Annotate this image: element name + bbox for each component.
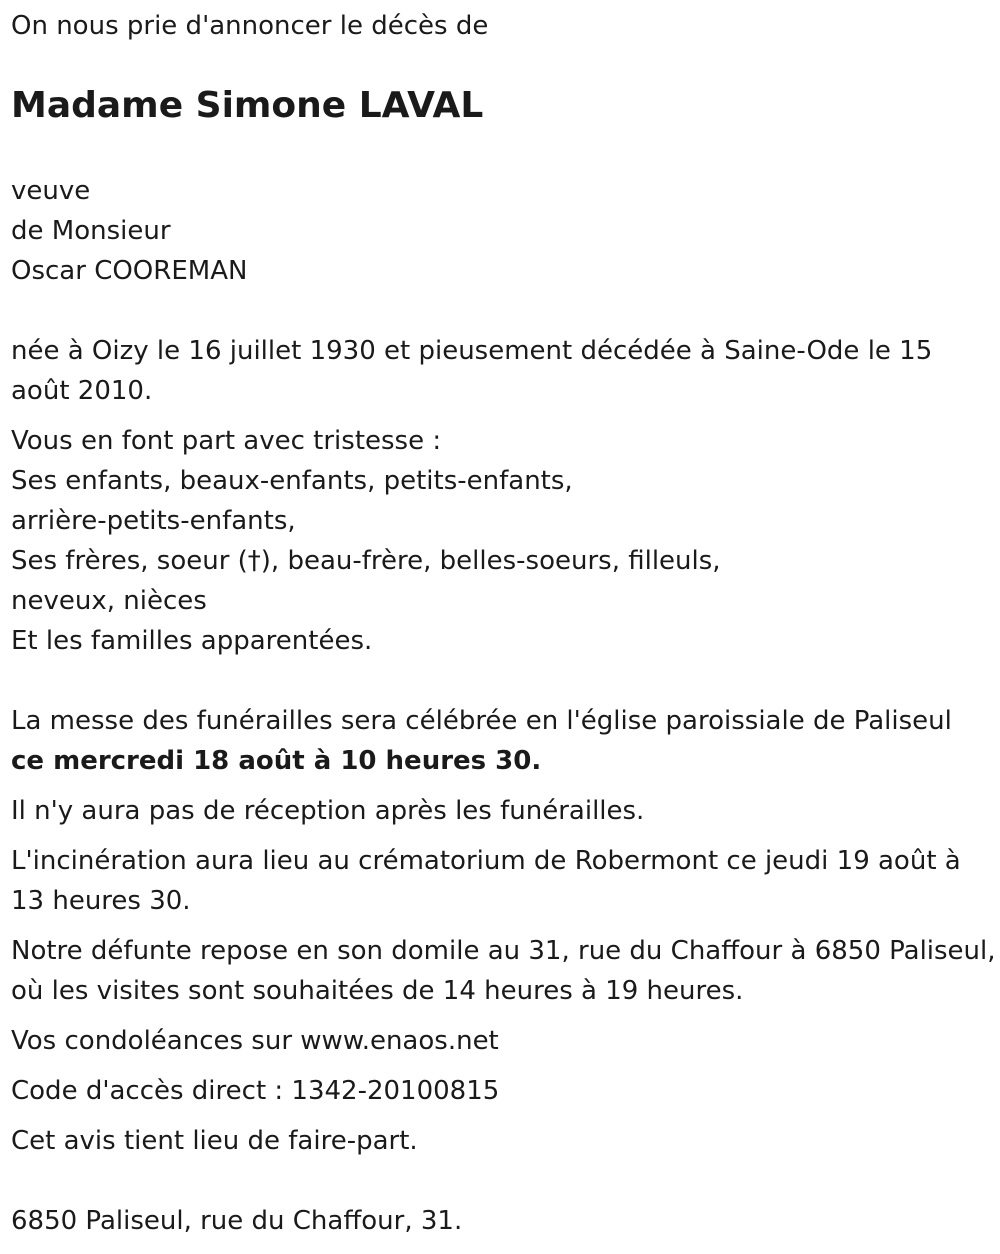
mass-text: La messe des funérailles sera célébrée en l'église paroissiale de Paliseul: [11, 706, 952, 736]
family-line: arrière-petits-enfants,: [11, 506, 296, 536]
intro-text: On nous prie d'annoncer le décès de: [11, 11, 489, 41]
family-line: Ses enfants, beaux-enfants, petits-enfants,: [11, 466, 573, 496]
spouse-line: veuve: [11, 176, 91, 206]
family-line: neveux, nièces: [11, 586, 207, 616]
spouse-line: de Monsieur: [11, 216, 171, 246]
repose-text: Notre défunte repose en son domile au 31, rue du Chaffour à 6850 Paliseul, où les visites sont souhaitées de 14 heures à 19 heures.: [11, 936, 996, 1006]
reception-text: Il n'y aura pas de réception après les funérailles.: [11, 796, 645, 826]
access-code-text: Code d'accès direct : 1342-20100815: [11, 1076, 500, 1106]
address-footer: 6850 Paliseul, rue du Chaffour, 31.: [11, 1206, 463, 1236]
spouse-block: [11, 171, 996, 291]
mass-datetime: ce mercredi 18 août à 10 heures 30.: [11, 746, 542, 776]
family-intro: Vous en font part avec tristesse :: [11, 426, 442, 456]
notice-text: Cet avis tient lieu de faire-part.: [11, 1126, 418, 1156]
condolences-text: Vos condoléances sur www.enaos.net: [11, 1026, 499, 1056]
deceased-name: Madame Simone LAVAL: [11, 85, 484, 126]
funeral-block: [11, 701, 996, 1161]
obituary-notice: [11, 6, 996, 1161]
birth-death-text: née à Oizy le 16 juillet 1930 et pieusement décédée à Saine-Ode le 15 août 2010.: [11, 336, 933, 406]
family-line: Et les familles apparentées.: [11, 626, 373, 656]
family-line: Ses frères, soeur (†), beau-frère, belles-soeurs, filleuls,: [11, 546, 721, 576]
family-block: [11, 421, 996, 661]
cremation-text: L'incinération aura lieu au crématorium de Robermont ce jeudi 19 août à 13 heures 30.: [11, 846, 961, 916]
spouse-line: Oscar COOREMAN: [11, 256, 248, 286]
